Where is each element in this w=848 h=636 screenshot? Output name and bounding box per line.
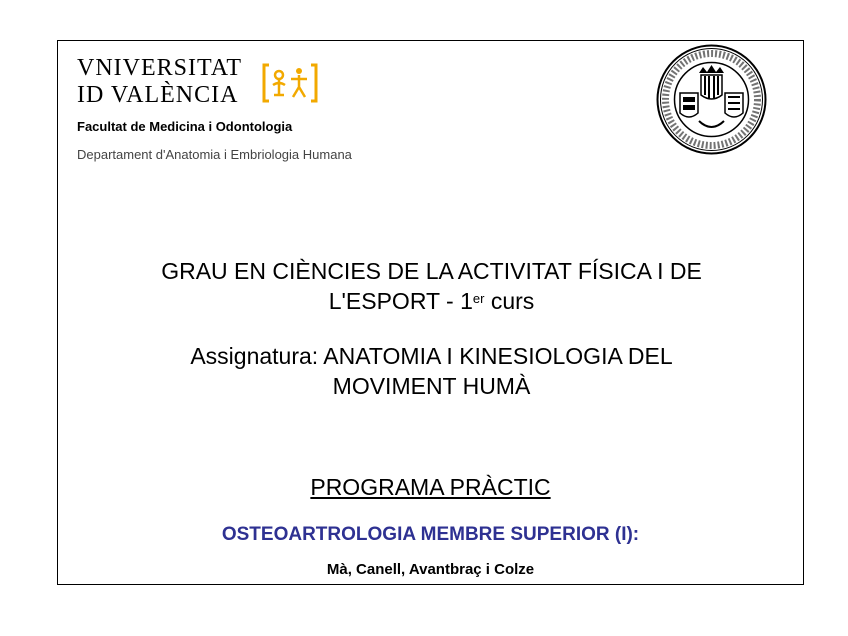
degree-year-suffix: er bbox=[472, 291, 485, 306]
subject-title-line2: MOVIMENT HUMÀ bbox=[332, 373, 531, 399]
university-wordmark bbox=[77, 55, 242, 109]
department-name: Departament d'Anatomia i Embriologia Humana bbox=[77, 147, 352, 162]
subject-title bbox=[88, 341, 775, 401]
degree-title bbox=[88, 256, 775, 316]
program-detail: Mà, Canell, Avantbraç i Colze bbox=[326, 561, 535, 578]
slide bbox=[57, 40, 804, 585]
faculty-name: Facultat de Medicina i Odontologia bbox=[77, 119, 293, 134]
university-seal-icon bbox=[655, 43, 768, 156]
university-name-line2: ID VALÈNCIA bbox=[77, 82, 239, 108]
program-topic: OSTEOARTROLOGIA MEMBRE SUPERIOR (I): bbox=[221, 524, 640, 545]
university-logo-icon bbox=[261, 61, 319, 105]
degree-year: L'ESPORT - 1 bbox=[328, 288, 473, 314]
degree-title-line2 bbox=[88, 286, 775, 316]
degree-course-label: curs bbox=[484, 288, 535, 314]
degree-title-line1: GRAU EN CIÈNCIES DE LA ACTIVITAT FÍSICA I DE bbox=[161, 258, 702, 284]
university-name-line1: VNIVERSITAT bbox=[77, 55, 243, 81]
subject-title-line1: Assignatura: ANATOMIA I KINESIOLOGIA DEL bbox=[190, 343, 673, 369]
program-title: PROGRAMA PRÀCTIC bbox=[310, 474, 551, 500]
